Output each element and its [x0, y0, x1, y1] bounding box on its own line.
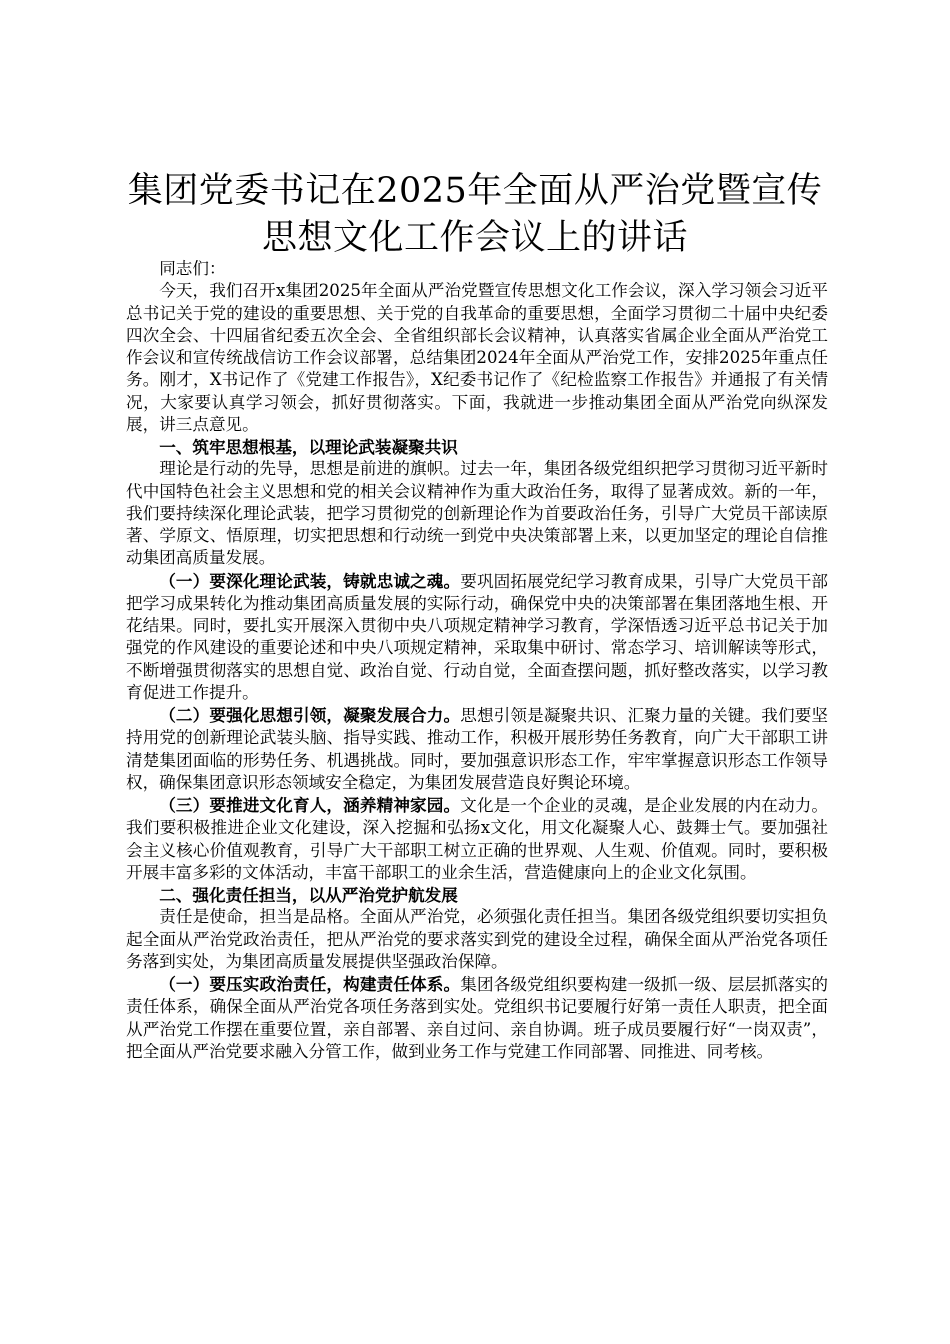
- document-title: [100, 168, 850, 262]
- section-2-item-1: [126, 973, 828, 1063]
- title-line-2: 思想文化工作会议上的讲话: [261, 218, 688, 258]
- section-1-item-2-text: 思想引领是凝聚共识、汇聚力量的关键。我们要坚持用党的创新理论武装头脑、指导实践、推动工作，积极开展形势任务教育，向广大干部职工讲清楚集团面临的形势任务、机遇挑战。同时，要加强意识形态工作，牢牢掌握意识形态工作领导权，确保集团意识形态领域安全稳定，为集团发展营造良好舆论环境。: [126, 706, 829, 792]
- section-1-lead: 理论是行动的先导，思想是前进的旗帜。过去一年，集团各级党组织把学习贯彻习近平新时代中国特色社会主义思想和党的相关会议精神作为重大政治任务，取得了显著成效。新的一年，我们要持续深化理论武装，把学习贯彻党的创新理论作为首要政治任务，引导广大党员干部读原著、学原文、悟原理，切实把思想和行动统一到党中央决策部署上来，以更加坚定的理论自信推动集团高质量发展。: [126, 459, 828, 568]
- section-2-item-1-heading: （一）要压实政治责任，构建责任体系。: [159, 974, 461, 994]
- intro-paragraph: 今天，我们召开x集团2025年全面从严治党暨宣传思想文化工作会议，深入学习领会习近平总书记关于党的建设的重要思想、关于党的自我革命的重要思想，全面学习贯彻二十届中央纪委四次全会、十四届省纪委五次全会、全省组织部长会议精神，认真落实省属企业全面从严治党工作会议和宣传统战信访工作会议部署，总结集团2024年全面从严治党工作，安排2025年重点任务。刚才，X书记作了《党建工作报告》，X纪委书记作了《纪检监察工作报告》并通报了有关情况，大家要认真学习领会，抓好贯彻落实。下面，我就进一步推动集团全面从严治党向纵深发展，讲三点意见。: [126, 281, 828, 434]
- title-line-1: 集团党委书记在2025年全面从严治党暨宣传: [127, 171, 823, 211]
- section-1-item-1: [126, 570, 828, 705]
- section-1-item-1-text: 要巩固拓展党纪学习教育成果，引导广大党员干部把学习成果转化为推动集团高质量发展的实际行动，确保党中央的决策部署在集团落地生根、开花结果。同时，要扎实开展深入贯彻中央八项规定精神学习教育，学深悟透习近平总书记关于加强党的作风建设的重要论述和中央八项规定精神，采取集中研讨、常态学习、培训解读等形式，不断增强贯彻落实的思想自觉、政治自觉、行动自觉，全面查摆问题，抓好整改落实，以学习教育促进工作提升。: [126, 571, 829, 702]
- section-2-heading: 二、强化责任担当，以从严治党护航发展: [159, 885, 458, 905]
- section-1-item-2-heading: （二）要强化思想引领，凝聚发展合力。: [159, 705, 461, 725]
- section-1-item-2: [126, 704, 828, 794]
- document-body: [126, 258, 828, 1063]
- section-2-item-1-text: 集团各级党组织要构建一级抓一级、层层抓落实的责任体系，确保全面从严治党各项任务落到实处。党组织书记要履行好第一责任人职责，把全面从严治党工作摆在重要位置，亲自部署、亲自过问、亲自协调。班子成员要履行好“一岗双责”，把全面从严治党要求融入分管工作，做到业务工作与党建工作同部署、同推进、同考核。: [126, 975, 829, 1061]
- section-1-item-3-text: 文化是一个企业的灵魂，是企业发展的内在动力。我们要积极推进企业文化建设，深入挖掘和弘扬x文化，用文化凝聚人心、鼓舞士气。要加强社会主义核心价值观教育，引导广大干部职工树立正确的世界观、人生观、价值观。同时，要积极开展丰富多彩的文体活动，丰富干部职工的业余生活，营造健康向上的企业文化氛围。: [126, 796, 829, 882]
- section-1-item-1-heading: （一）要深化理论武装，铸就忠诚之魂。: [159, 570, 461, 591]
- section-1-item-3: [126, 794, 828, 884]
- salutation: 同志们：: [159, 259, 226, 278]
- section-1-heading: 一、筑牢思想根基，以理论武装凝聚共识: [159, 437, 458, 457]
- section-1-item-3-heading: （三）要推进文化育人，涵养精神家园。: [159, 795, 461, 815]
- section-2-lead: 责任是使命，担当是品格。全面从严治党，必须强化责任担当。集团各级党组织要切实担负起全面从严治党政治责任，把从严治党的要求落实到党的建设全过程，确保全面从严治党各项任务落到实处，为集团高质量发展提供坚强政治保障。: [126, 907, 828, 971]
